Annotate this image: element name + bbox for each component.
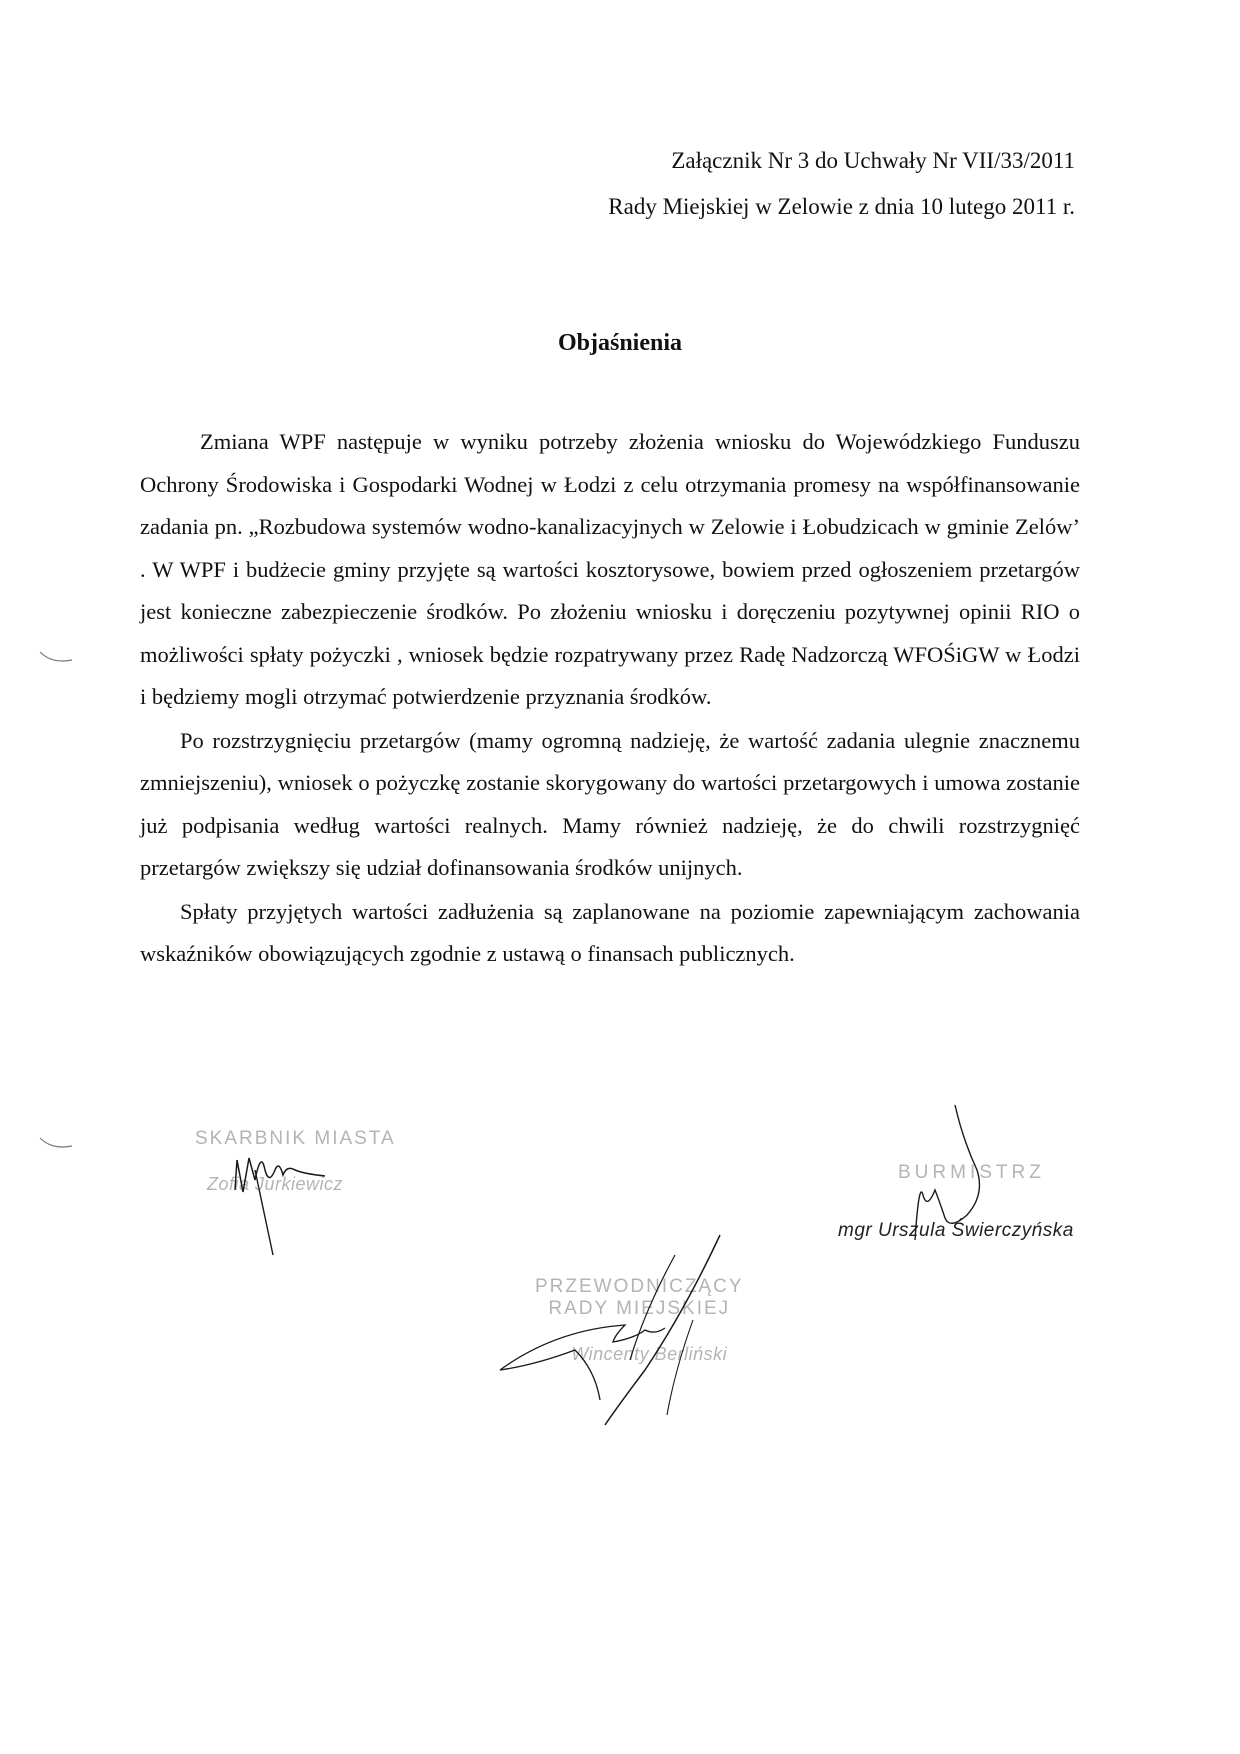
stamp-role: RADY MIEJSKIEJ bbox=[548, 1298, 731, 1319]
stamp-treasurer bbox=[195, 1128, 396, 1195]
stamp-role: SKARBNIK MIASTA bbox=[195, 1128, 396, 1149]
document-header bbox=[608, 138, 1075, 230]
stamp-role: BURMISTRZ bbox=[898, 1162, 1045, 1183]
paragraph: Spłaty przyjętych wartości zadłużenia są zaplanowane na poziomie zapewniającym zachowania wskaźników obowiązujących zgodnie z ustawą o finansach publicznych. bbox=[140, 898, 1080, 966]
stamp-name: mgr Urszula Świerczyńska bbox=[838, 1220, 1074, 1241]
paragraph: Zmiana WPF następuje w wyniku potrzeby złożenia wniosku do Wojewódzkiego Funduszu Ochrony Środowiska i Gospodarki Wodnej w Łodzi z celu otrzymania promesy na współfinansowanie zadania pn. „Rozbudowa systemów wodno-kanalizacyjnych w Zelowie i Łobudzicach w gminie Zelów’ . W WPF i budżecie gminy przyjęte są wartości kosztorysowe, bowiem przed ogłoszeniem przetargów jest konieczne zabezpieczenie środków. Po złożeniu wniosku i doręczeniu pozytywnej opinii RIO o możliwości spłaty pożyczki , wniosek będzie rozpatrywany przez Radę Nadzorczą WFOŚiGW w Łodzi i będziemy mogli otrzymać potwierdzenie przyznania środków. bbox=[140, 429, 1080, 709]
margin-mark bbox=[38, 1134, 78, 1154]
stamp-council-chair bbox=[535, 1276, 744, 1365]
stamp-name: Wincenty Berliński bbox=[571, 1344, 728, 1364]
header-line-council: Rady Miejskiej w Zelowie z dnia 10 lutego 2011 r. bbox=[608, 194, 1075, 219]
paragraph: Po rozstrzygnięciu przetargów (mamy ogromną nadzieję, że wartość zadania ulegnie znacznemu zmniejszeniu), wniosek o pożyczkę zostanie skorygowany do wartości przetargowych i umowa zostanie już podpisania według wartości realnych. Mamy również nadzieję, że do chwili rozstrzygnięć przetargów zwiększy się udział dofinansowania środków unijnych. bbox=[140, 727, 1080, 880]
document-title: Objaśnienia bbox=[557, 330, 683, 356]
margin-mark bbox=[38, 648, 78, 668]
stamp-mayor bbox=[898, 1162, 1045, 1184]
stamp-name: Zofia Jurkiewicz bbox=[207, 1174, 344, 1194]
header-line-attachment: Załącznik Nr 3 do Uchwały Nr VII/33/2011 bbox=[671, 148, 1075, 173]
stamp-mayor-name-block bbox=[838, 1220, 1074, 1242]
stamp-role: PRZEWODNICZĄCY bbox=[535, 1276, 744, 1297]
document-body bbox=[140, 421, 1080, 976]
